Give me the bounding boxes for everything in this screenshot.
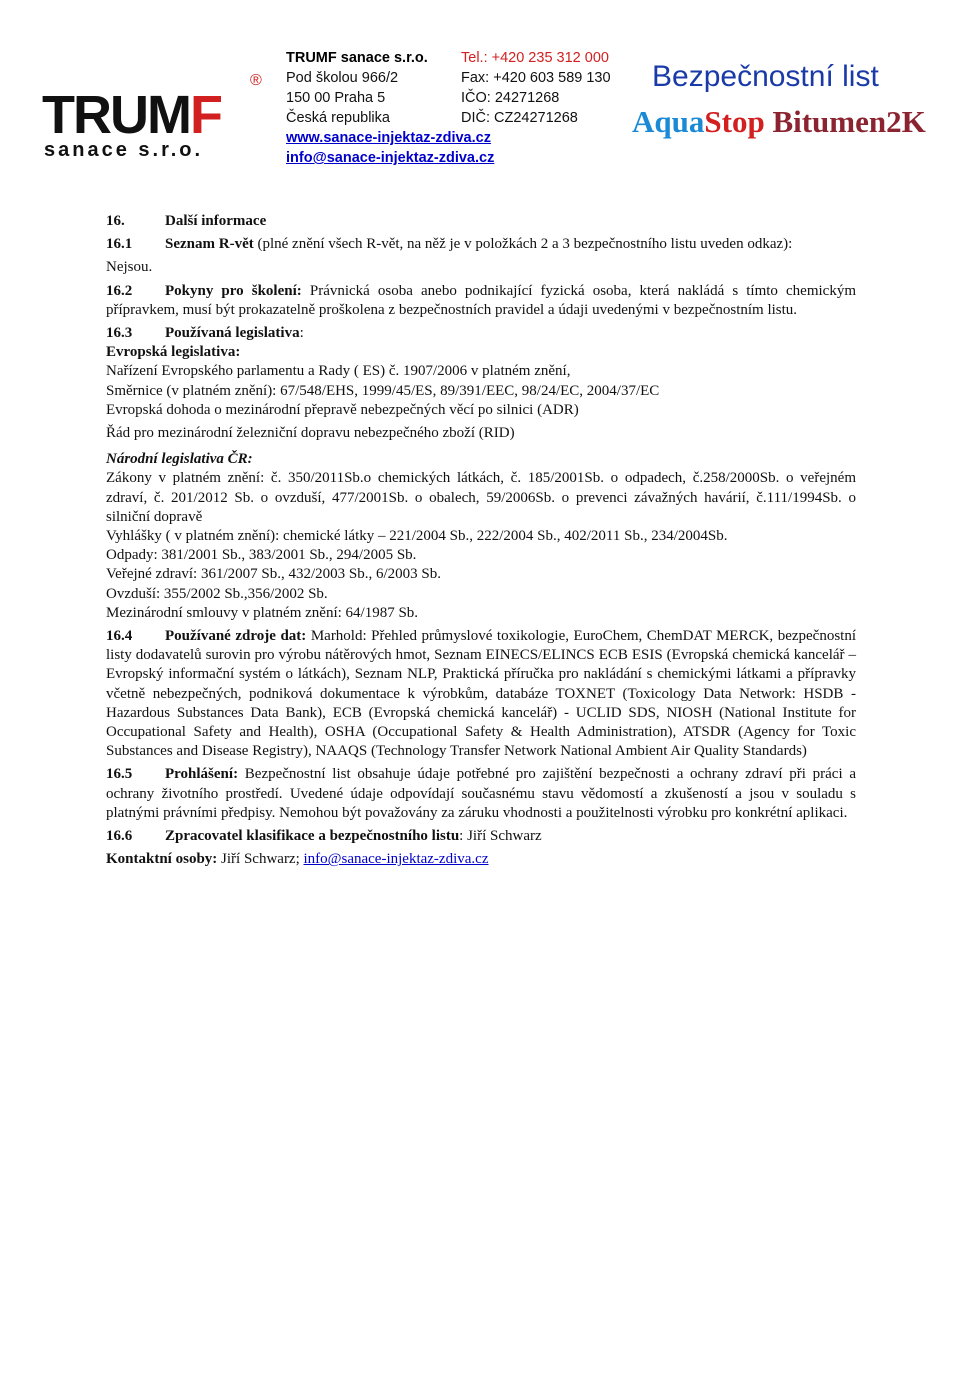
cz-legislation-line: Veřejné zdraví: 361/2007 Sb., 432/2003 Sb., 6/2003 Sb. [106, 566, 441, 583]
company-contacts-block [461, 48, 611, 128]
subsection-text: Bezpečnostní list obsahuje údaje potřebné pro zajištění bezpečnosti a ochrany zdraví při práci a ochrany životního prostředí. Uvedené údaje odpovídají současnému stavu vědomostí a zkušeností a jsou v souladu s platnými právními předpisy. Nemohou být považovány za záruku vhodnosti a použitelnosti výrobku pro konkrétní aplikaci. [106, 766, 856, 821]
subsection-text: Právnická osoba anebo podnikající fyzická osoba, která nakládá s tímto chemickým přípravkem, musí být prokazatelně proškolena z bezpečnostních pravidel a údaji uvedenými v bezpečnostním listu. [106, 282, 856, 318]
section-number: 16. [106, 213, 125, 229]
subsection-title: Používaná legislativa [165, 325, 300, 342]
company-logo [42, 70, 272, 160]
website-link[interactable]: www.sanace-injektaz-zdiva.cz [286, 130, 491, 146]
cz-legislation-line: Ovzduší: 355/2002 Sb.,356/2002 Sb. [106, 585, 328, 602]
subsection-text: : Jiří Schwarz [459, 828, 542, 845]
email-link[interactable]: info@sanace-injektaz-zdiva.cz [286, 150, 495, 166]
product-name-part1: Aqua [632, 104, 705, 139]
contact-label: Kontaktní osoby: [106, 851, 218, 868]
address-country: Česká republika [286, 110, 390, 126]
cz-legislation-line: Odpady: 381/2001 Sb., 383/2001 Sb., 294/2005 Sb. [106, 547, 417, 564]
registered-mark: ® [250, 72, 262, 89]
contact-persons [106, 850, 856, 869]
logo-wordmark-f: F [189, 85, 221, 145]
subsection-title: Používané zdroje dat: [165, 628, 307, 645]
subsection-number: 16.6 [106, 828, 133, 845]
company-name: TRUMF sanace s.r.o. [286, 50, 428, 66]
cz-legislation-heading: Národní legislativa ČR: [106, 451, 253, 468]
subsection-number: 16.1 [106, 236, 133, 253]
subsection-number: 16.3 [106, 325, 133, 342]
logo-subtitle: sanace s.r.o. [44, 139, 204, 161]
cz-legislation-line: Vyhlášky ( v platném znění): chemické látky – 221/2004 Sb., 222/2004 Sb., 402/2011 Sb., 234/2004Sb. [106, 528, 728, 545]
eu-legislation-line: Evropská dohoda o mezinárodní přepravě nebezpečných věcí po silnici (ADR) [106, 401, 579, 418]
address-street: Pod školou 966/2 [286, 70, 399, 86]
vat-id: DIČ: CZ24271268 [461, 110, 578, 126]
subsection-title: Zpracovatel klasifikace a bezpečnostního listu [165, 828, 460, 845]
section-16 [106, 212, 856, 870]
subsection-colon: : [299, 325, 304, 342]
subsection-16-2 [106, 282, 856, 320]
product-name [632, 104, 926, 140]
subsection-title: Seznam R-vět [165, 236, 254, 253]
cz-legislation-line: Zákony v platném znění: č. 350/2011Sb.o chemických látkách, č. 185/2001Sb. o odpadech, č.258/2000Sb. o veřejném zdraví, č. 201/2012 Sb. o ovzduší, 477/2001Sb. o obalech, 59/2006Sb. o prevenci závažných havárií, č.111/1994Sb. o silniční dopravě [106, 470, 856, 525]
company-id: IČO: 24271268 [461, 90, 560, 106]
address-city: 150 00 Praha 5 [286, 90, 386, 106]
fax: Fax: +420 603 589 130 [461, 70, 611, 86]
eu-legislation-line: Směrnice (v platném znění): 67/548/EHS, 1999/45/ES, 89/391/EEC, 98/24/EC, 2004/37/EC [106, 382, 660, 399]
contact-name: Jiří Schwarz; [217, 851, 304, 868]
subsection-16-1 [106, 235, 856, 254]
cz-legislation-line: Mezinárodní smlouvy v platném znění: 64/1987 Sb. [106, 604, 419, 621]
subsection-16-3 [106, 324, 856, 343]
product-name-part3: Bitumen2K [764, 104, 926, 139]
document-title: Bezpečnostní list [652, 60, 879, 93]
eu-legislation-line: Nařízení Evropského parlamentu a Rady ( ES) č. 1907/2006 v platném znění, [106, 363, 571, 380]
subsection-number: 16.4 [106, 628, 133, 645]
product-name-part2: Stop [704, 104, 765, 139]
logo-wordmark-text: TRUM [42, 85, 190, 145]
subsection-16-4 [106, 627, 856, 761]
section-title: Další informace [165, 213, 267, 229]
subsection-number: 16.5 [106, 766, 133, 783]
subsection-16-6 [106, 827, 856, 846]
subsection-text: Marhold: Přehled průmyslové toxikologie, EuroChem, ChemDAT MERCK, bezpečnostní listy dodavatelů surovin pro výrobu nátěrových hmot, Seznam EINECS/ELINCS ECB ESIS (Evropská chemická kancelář – Evropský informační systém o látkách), Seznam NLP, Praktická příručka pro nakládání s chemickými látkami a přípravky včetně nebezpečných, podniková dokumentace k výrobkům, databáze TOXNET (Toxicology Data Network: HSDB - Hazardous Substances Data Bank), ECB (Evropská chemická kancelář) - UCLID SDS, NIOSH (National Institute for Occupational Safety and Health), OSHA (Occupational Safety & Health Administration), ATSDR (Agency for Toxic Substances and Disease Registry), NAAQS (Technology Transfer Network National Ambient Air Quality Standards) [106, 628, 856, 760]
subsection-16-5 [106, 765, 856, 823]
subsection-title: Prohlášení: [165, 766, 239, 783]
telephone: Tel.: +420 235 312 000 [461, 50, 609, 66]
eu-legislation-line: Řád pro mezinárodní železniční dopravu nebezpečného zboží (RID) [106, 425, 515, 442]
eu-legislation-heading: Evropská legislativa: [106, 344, 241, 361]
subsection-16-1-value: Nejsou. [106, 259, 153, 276]
section-heading [106, 212, 856, 231]
contact-email-link[interactable]: info@sanace-injektaz-zdiva.cz [303, 851, 489, 868]
subsection-text: (plné znění všech R-vět, na něž je v položkách 2 a 3 bezpečnostního listu uveden odkaz): [253, 236, 793, 253]
logo-wordmark [42, 85, 221, 145]
subsection-title: Pokyny pro školení: [165, 282, 302, 299]
subsection-number: 16.2 [106, 282, 133, 299]
